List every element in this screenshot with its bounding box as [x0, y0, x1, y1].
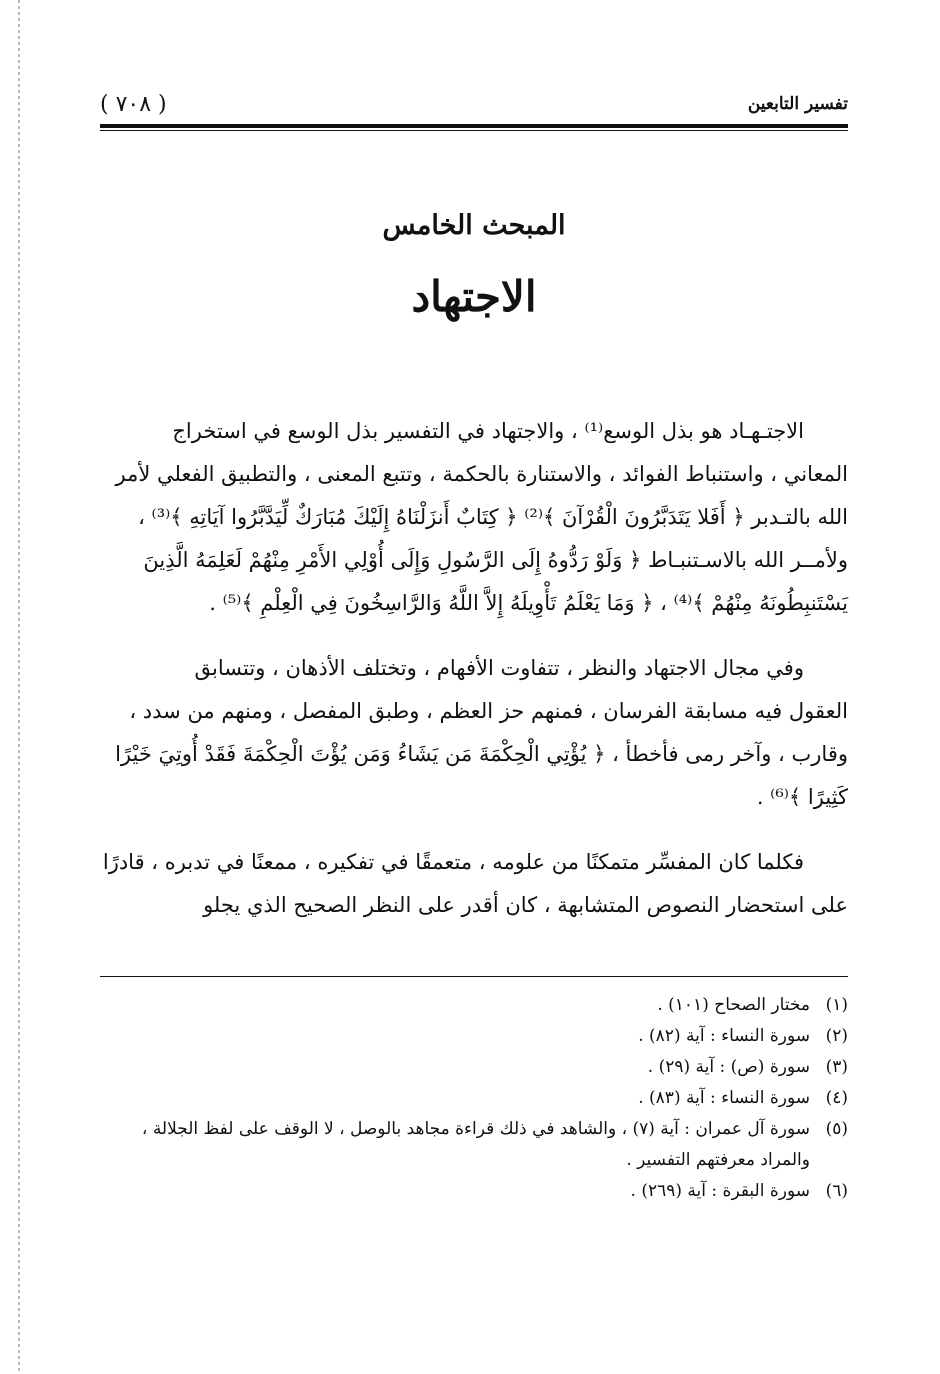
footnote-text: سورة (ص) : آية (٢٩) .: [647, 1057, 810, 1077]
page-number: ( ٧٠٨ ): [100, 91, 167, 117]
main-title: الاجتهاد: [411, 272, 537, 321]
paragraph-3: فكلما كان المفسِّر متمكنًا من علومه ، متعمقًا في تفكيره ، ممعنًا في تدبره ، قادرًا على استحضار النصوص المتشابهة ، كان أقدر على النظر الصحيح الذي يجلو: [102, 850, 848, 917]
header-rule: [100, 124, 848, 128]
footnote-number: (٣): [825, 1057, 848, 1077]
footnote-number: (٥): [825, 1119, 848, 1139]
running-title: تفسير التابعين: [747, 94, 848, 114]
footnote-separator: [100, 976, 848, 977]
footnote: [100, 1052, 848, 1083]
footnote: [100, 990, 848, 1021]
footnote: [100, 1114, 848, 1176]
section-title: المبحث الخامس: [382, 210, 566, 241]
footnote-text: سورة آل عمران : آية (٧) ، والشاهد في ذلك قراءة مجاهد بالوصل ، لا الوقف على لفظ الجلالة ، والمراد معرفتهم التفسير .: [141, 1119, 810, 1170]
page-header: [100, 86, 848, 122]
footnote-number: (٢): [825, 1026, 848, 1046]
footnote-number: (١): [825, 995, 848, 1015]
footnote-number: (٦): [825, 1181, 848, 1201]
footnote-text: سورة البقرة : آية (٢٦٩) .: [630, 1181, 810, 1201]
paragraph-2: وفي مجال الاجتهاد والنظر ، تتفاوت الأفهام ، وتختلف الأذهان ، وتتسابق العقول فيه مسابقة الفرسان ، فمنهم حز العظم ، وطبق المفصل ، ومنهم من سدد ، وقارب ، وآخر رمى فأخطأ ، ﴿ يُؤْتِي الْحِكْمَةَ مَن يَشَاءُ وَمَن يُؤْتَ الْحِكْمَةَ فَقَدْ أُوتِيَ خَيْرًا كَثِيرًا ﴾⁽⁶⁾ .: [115, 656, 848, 809]
footnote-text: سورة النساء : آية (٨٢) .: [638, 1026, 810, 1046]
header-rule-thin: [100, 130, 848, 131]
footnote: [100, 1176, 848, 1207]
paragraph-1: الاجتـهـاد هو بذل الوسع⁽¹⁾ ، والاجتهاد في التفسير بذل الوسع في استخراج المعاني ، واستنباط الفوائد ، والاستنارة بالحكمة ، وتتبع المعنى ، والتطبيق الفعلي لأمر الله بالتـدبر ﴿ أَفَلا يَتَدَبَّرُونَ الْقُرْآنَ ﴾⁽²⁾ ﴿ كِتَابٌ أَنزَلْنَاهُ إِلَيْكَ مُبَارَكٌ لِّيَدَّبَّرُوا آيَاتِهِ ﴾⁽³⁾ ، ولأمــر الله بالاسـتنبـاط ﴿ وَلَوْ رَدُّوهُ إِلَى الرَّسُولِ وَإِلَى أُوْلِي الأَمْرِ مِنْهُمْ لَعَلِمَهُ الَّذِينَ يَسْتَنبِطُونَهُ مِنْهُمْ ﴾⁽⁴⁾ ، ﴿ وَمَا يَعْلَمُ تَأْوِيلَهُ إِلاَّ اللَّهُ وَالرَّاسِخُونَ فِي الْعِلْمِ ﴾⁽⁵⁾ .: [115, 419, 848, 615]
footnote-number: (٤): [825, 1088, 848, 1108]
footnote-text: مختار الصحاح (١٠١) .: [657, 995, 810, 1015]
footnotes: [100, 990, 848, 1207]
footnote: [100, 1083, 848, 1114]
footnote: [100, 1021, 848, 1052]
footnote-text: سورة النساء : آية (٨٣) .: [638, 1088, 810, 1108]
body-text: [100, 410, 848, 927]
scan-margin-dots: [18, 0, 20, 1374]
